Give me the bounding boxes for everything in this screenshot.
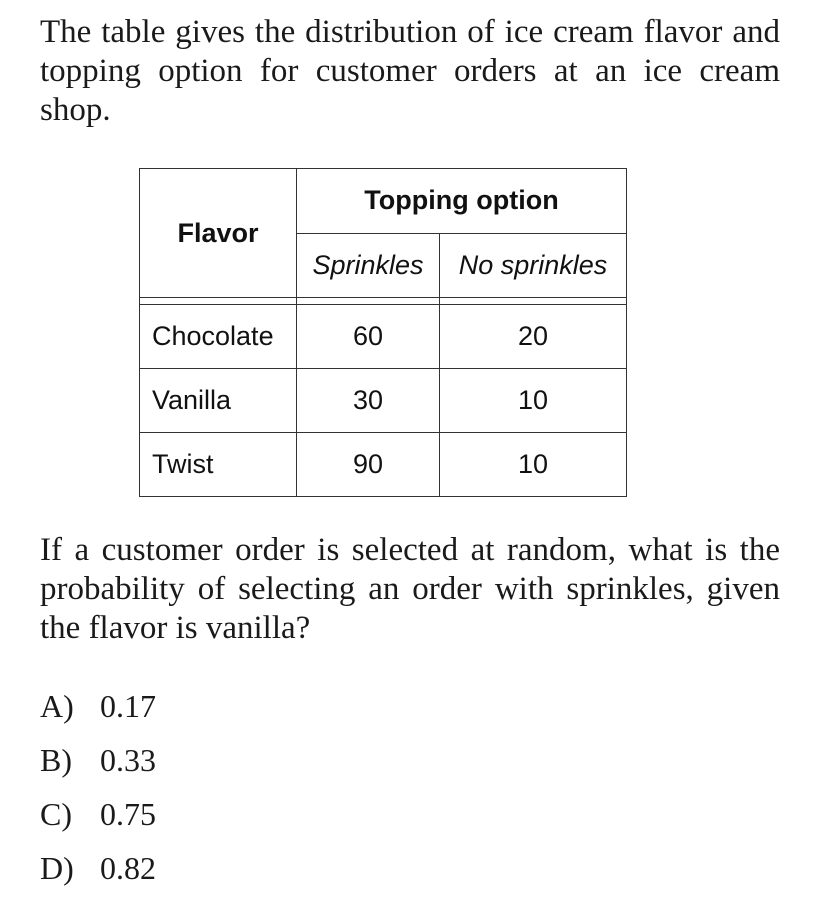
choice-c[interactable]	[40, 794, 156, 848]
sprinkles-header: Sprinkles	[297, 233, 440, 298]
choice-letter: A)	[40, 688, 74, 724]
choice-letter: D)	[40, 850, 74, 886]
choice-letter: C)	[40, 796, 72, 832]
table-spacer	[140, 298, 627, 305]
choice-d[interactable]	[40, 848, 156, 902]
table-row	[140, 433, 627, 497]
row-label-vanilla: Vanilla	[140, 369, 297, 433]
cell-twist-no-sprinkles: 10	[440, 433, 627, 497]
choice-value: 0.17	[100, 688, 156, 724]
cell-chocolate-no-sprinkles: 20	[440, 305, 627, 369]
choice-a[interactable]	[40, 686, 156, 740]
cell-vanilla-sprinkles: 30	[297, 369, 440, 433]
no-sprinkles-header: No sprinkles	[440, 233, 627, 298]
table-header-row	[140, 169, 627, 234]
cell-chocolate-sprinkles: 60	[297, 305, 440, 369]
flavor-header: Flavor	[140, 169, 297, 298]
row-label-twist: Twist	[140, 433, 297, 497]
intro-paragraph: The table gives the distribution of ice cream flavor and topping option for customer orders at an ice cream shop.	[40, 14, 780, 128]
row-label-chocolate: Chocolate	[140, 305, 297, 369]
choice-letter: B)	[40, 742, 72, 778]
choice-value: 0.82	[100, 850, 156, 886]
choice-value: 0.75	[100, 796, 156, 832]
question-paragraph: If a customer order is selected at random, what is the probability of selecting an order with sprinkles, given the flavor is vanilla?	[40, 532, 780, 646]
topping-option-header: Topping option	[297, 169, 627, 234]
distribution-table	[139, 168, 627, 497]
answer-choices	[40, 686, 156, 902]
cell-twist-sprinkles: 90	[297, 433, 440, 497]
cell-vanilla-no-sprinkles: 10	[440, 369, 627, 433]
choice-b[interactable]	[40, 740, 156, 794]
choice-value: 0.33	[100, 742, 156, 778]
table-row	[140, 305, 627, 369]
table-row	[140, 369, 627, 433]
